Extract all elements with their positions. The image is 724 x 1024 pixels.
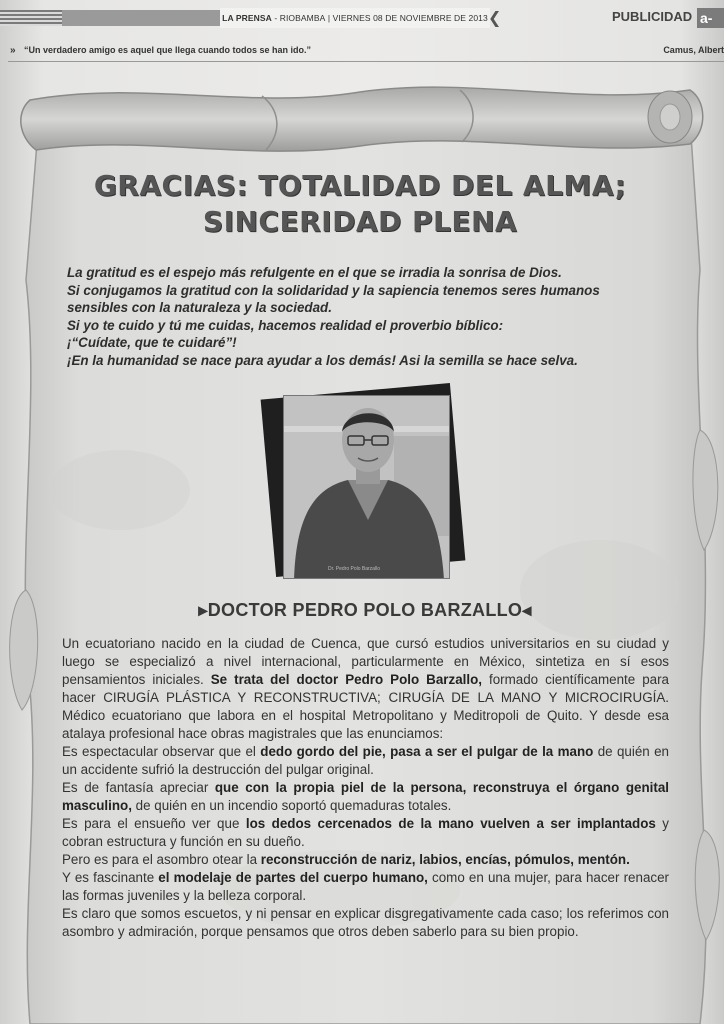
bold-text: que con la propia piel de la persona, reconstruya el órgano genital masculino,: [62, 780, 669, 813]
article-body: [62, 635, 669, 941]
paragraph-text: Pero es para el asombro otear la: [62, 852, 261, 867]
paragraph-text: de quién en un accidente sufrió la destrucción del pulgar original.: [62, 744, 670, 777]
bold-text: los dedos cercenados de la mano vuelven a ser implantados: [245, 816, 656, 831]
bold-text: dedo gordo del pie, pasa a ser el pulgar de la mano: [260, 744, 594, 759]
article-title: [40, 168, 680, 240]
paragraph-text: de quién en un incendio soportó quemaduras totales.: [131, 798, 452, 813]
paragraph-text: formado científicamente para hacer CIRUGÍA PLÁSTICA Y RECONSTRUCTIVA; CIRUGÍA DE LA MANO Y MICROCIRUGÍA. Médico ecuatoriano que labora en el hospital Metropolitano y Meditropoli de Quito. Y desde esa atalaya profesional hace obras magistrales que las enunciamos:: [62, 672, 669, 741]
page-number: a-: [697, 8, 724, 28]
bold-text: el modelaje de partes del cuerpo humano,: [158, 870, 428, 885]
page-header: [0, 6, 724, 32]
body-paragraph: [62, 743, 669, 779]
double-arrow-icon: »: [10, 45, 16, 56]
intro-line: ¡“Cuídate, que te cuidaré”!: [67, 335, 237, 351]
body-paragraph: [62, 815, 669, 851]
paragraph-text: Es para el ensueño ver que: [62, 816, 246, 831]
intro-line: La gratitud es el espejo más refulgente en el que se irradia la sonrisa de Dios.: [67, 265, 562, 280]
quote-bar: [8, 42, 724, 62]
header-stripes-decoration: [0, 10, 62, 26]
paragraph-text: Un ecuatoriano nacido en la ciudad de Cuenca, que cursó estudios universitarios en su ciudad y luego se especializó a nivel internacional, particularmente en México, sintetiza en sí esos pensamientos iniciales.: [62, 636, 669, 687]
doctor-photo: [283, 395, 450, 579]
paragraph-text: y cobran estructura y función en su dueño.: [62, 816, 669, 849]
body-paragraph: [62, 779, 669, 815]
paragraph-text: Es espectacular observar que el: [62, 744, 261, 759]
title-line-1: GRACIAS: TOTALIDAD DEL ALMA;: [93, 169, 627, 202]
photo-caption: Dr. Pedro Polo Barzallo: [328, 566, 380, 572]
body-paragraph: [62, 905, 669, 941]
intro-line: sensibles con la naturaleza y la sociedad.: [67, 300, 332, 316]
chevron-left-icon: ❮: [488, 8, 502, 27]
bold-text: Se trata del doctor Pedro Polo Barzallo,: [210, 672, 482, 687]
paragraph-text: como en una mujer, para hacer renacer las formas juveniles y la belleza corporal.: [62, 870, 669, 903]
quote-author: Camus, Albert: [663, 45, 724, 55]
paper-name: LA PRENSA: [222, 13, 272, 23]
intro-line: Si yo te cuido y tú me cuidas, hacemos realidad el proverbio bíblico:: [67, 317, 504, 333]
doctor-heading: ▸DOCTOR PEDRO POLO BARZALLO◂: [198, 600, 532, 620]
issue-date: VIERNES 08 DE NOVIEMBRE DE 2013: [332, 13, 488, 23]
intro-line: ¡En la humanidad se nace para ayudar a los demás! Asi la semilla se hace selva.: [67, 352, 578, 368]
paragraph-text: Es de fantasía apreciar: [62, 780, 215, 795]
intro-line: Si conjugamos la gratitud con la solidaridad y la sapiencia tenemos seres humanos: [67, 282, 600, 298]
city-name: RIOBAMBA: [279, 13, 326, 23]
body-paragraph: [62, 851, 669, 869]
body-paragraph: [62, 635, 669, 743]
header-dateline: LA PRENSA - RIOBAMBA | VIERNES 08 DE NOVIEMBRE DE 2013: [220, 8, 490, 28]
intro-text: [67, 264, 667, 370]
body-paragraph: [62, 869, 669, 905]
bold-text: reconstrucción de nariz, labios, encías, pómulos, mentón.: [260, 852, 630, 867]
paragraph-text: Y es fascinante: [62, 870, 159, 885]
quote-text: “Un verdadero amigo es aquel que llega cuando todos se han ido.”: [24, 45, 312, 55]
section-title: PUBLICIDAD: [612, 9, 693, 24]
doctor-portrait-illustration: [284, 396, 450, 579]
title-line-2: SINCERIDAD PLENA: [202, 205, 518, 238]
paragraph-text: Es claro que somos escuetos, y ni pensar en explicar disgregativamente cada caso; los referimos con asombro y admiración, porque pensamos que otros deben saberlo para su bien propio.: [62, 906, 669, 939]
